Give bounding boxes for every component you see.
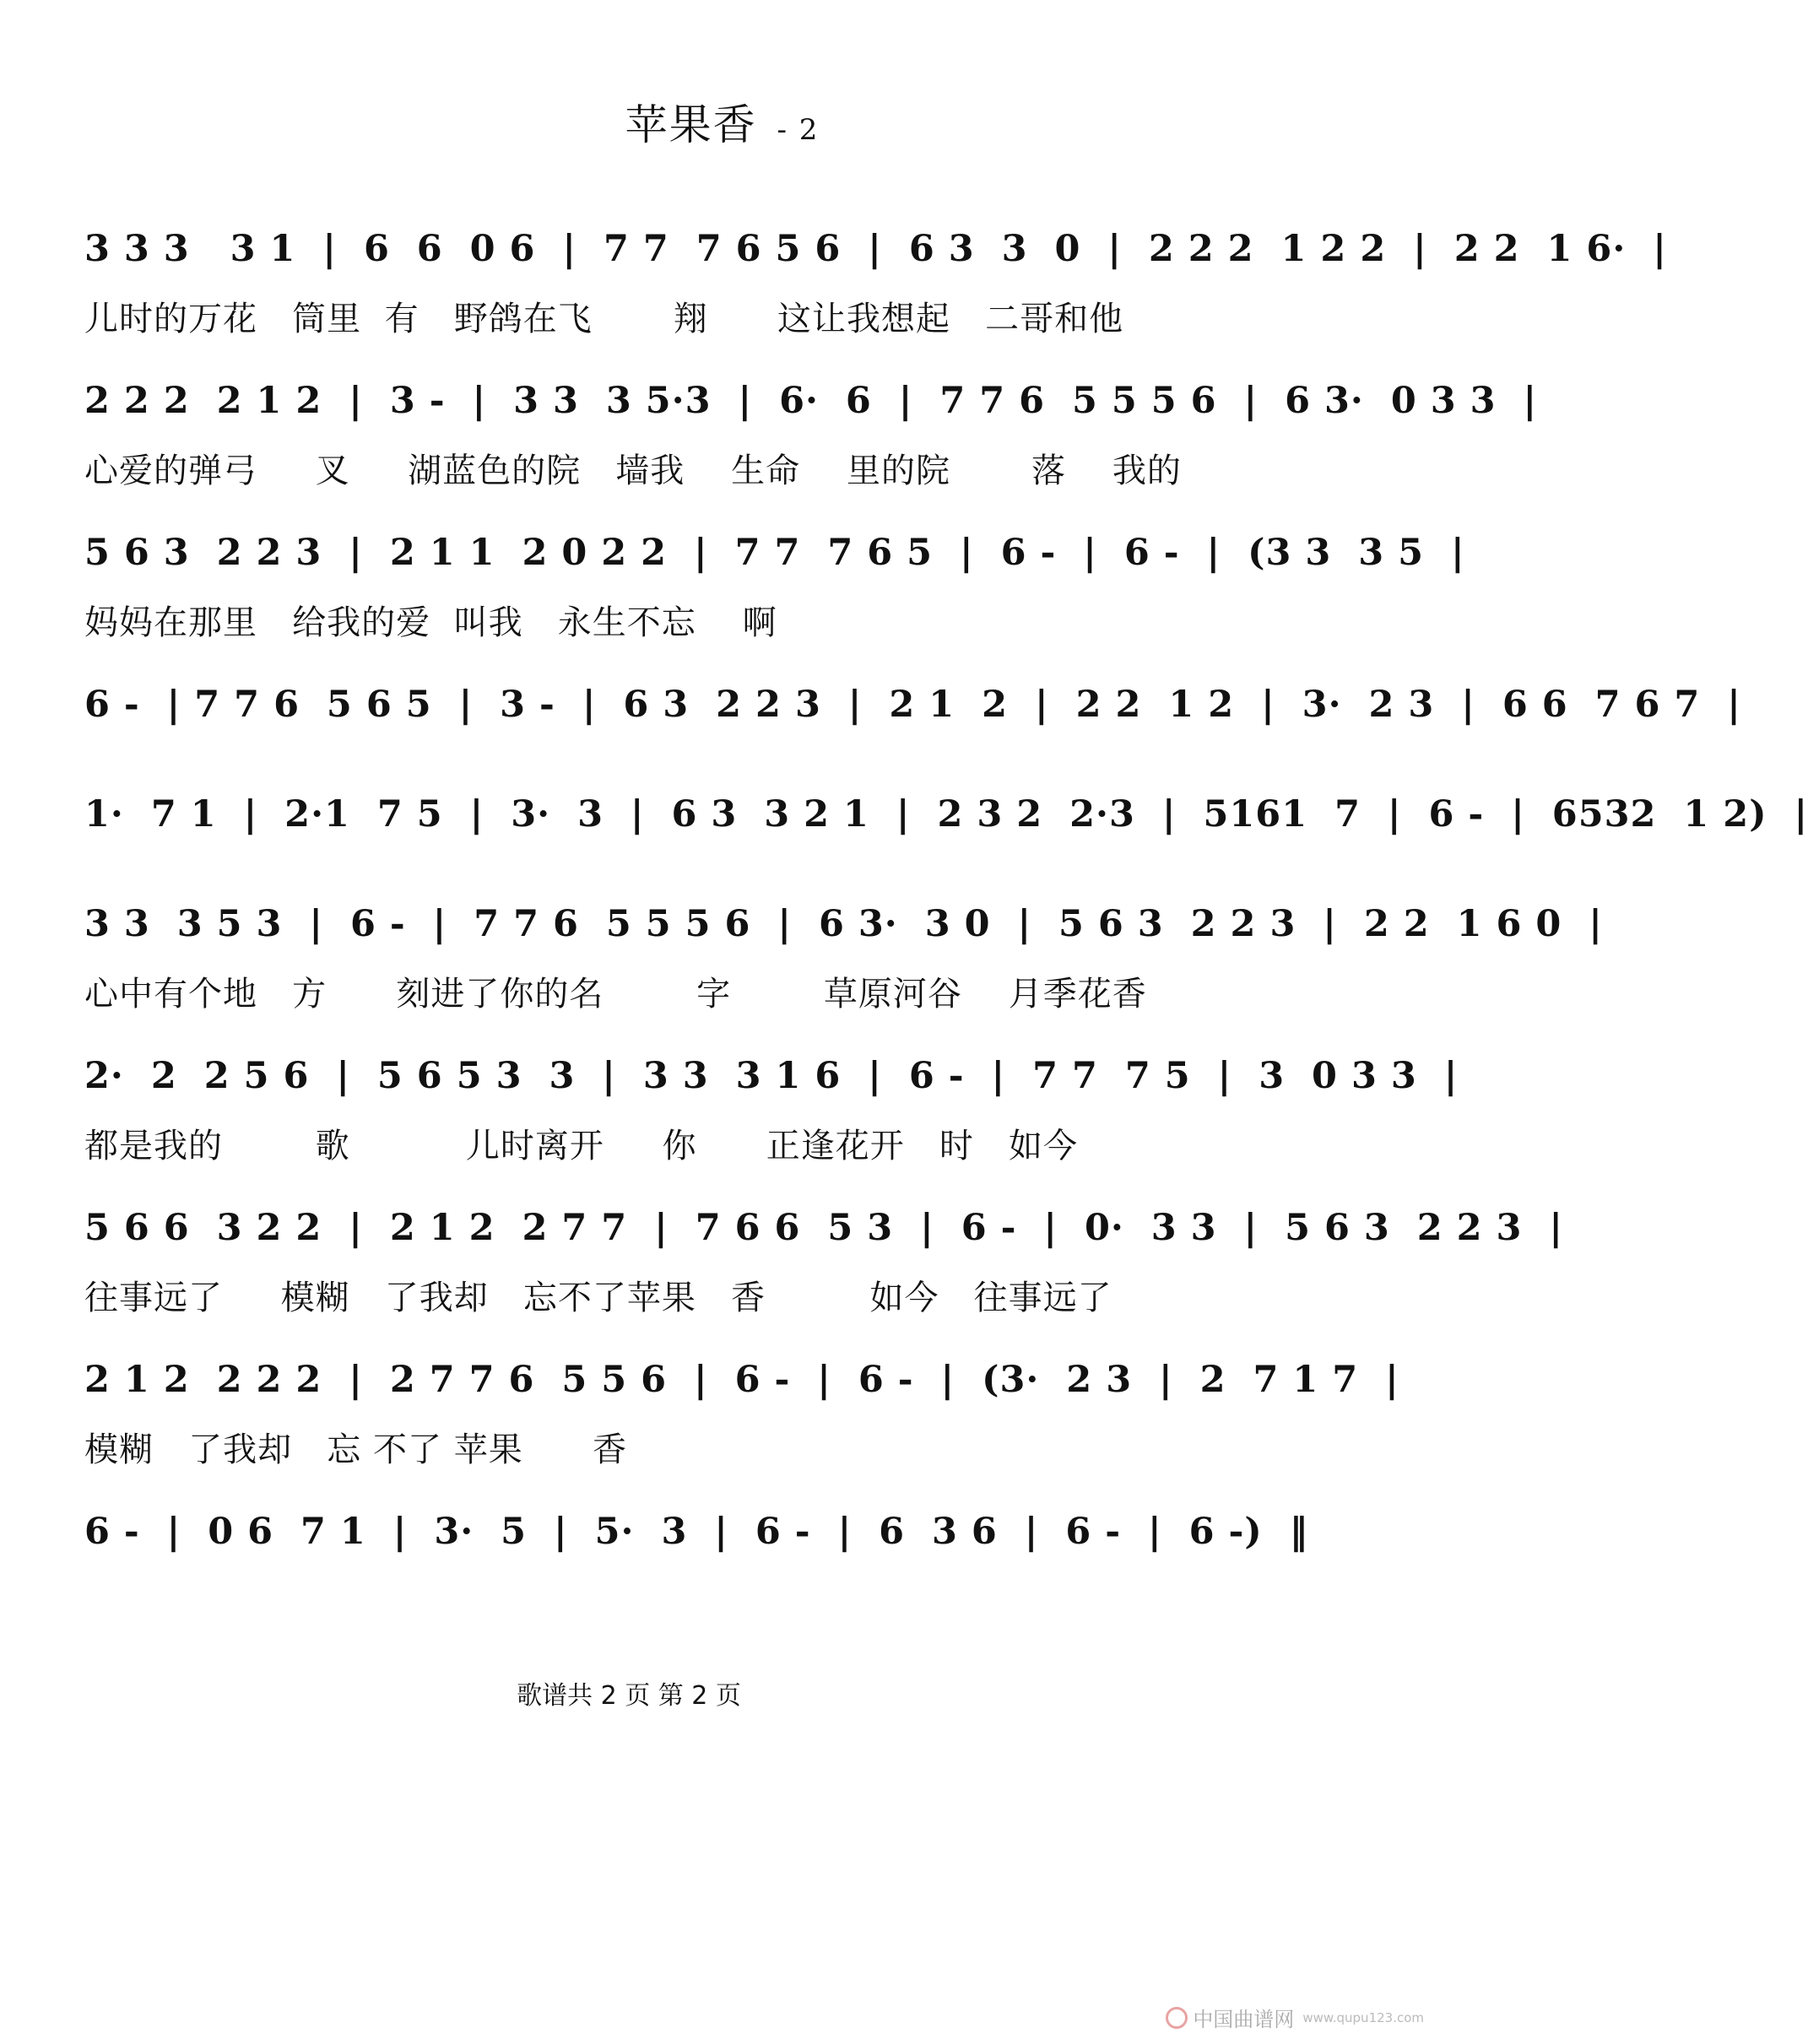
lyrics-row: 往事远了 模糊 了我却 忘不了苹果 香 如今 往事远了 (84, 1279, 1112, 1317)
notation-row: 3 3 3 3 1 | 6 6 0 6 | 7 7 7 6 5 6 | 6 3 3 0 | 2 2 2 1 2 2 | 2 2 1 6· | (84, 228, 1667, 270)
notation-row: 2· 2 2 5 6 | 5 6 5 3 3 | 3 3 3 1 6 | 6 - | 7 7 7 5 | 3 0 3 3 | (84, 1055, 1459, 1097)
page-marker: - 2 (777, 113, 820, 147)
lyrics-row: 模糊 了我却 忘 不了 苹果 香 (84, 1430, 628, 1469)
notation-row: 6 - | 7 7 6 5 6 5 | 3 - | 6 3 2 2 3 | 2 1 2 | 2 2 1 2 | 3· 2 3 | 6 6 7 6 7 | (84, 684, 1741, 726)
notation-row: 5 6 6 3 2 2 | 2 1 2 2 7 7 | 7 6 6 5 3 | 6 - | 0· 3 3 | 5 6 3 2 2 3 | (84, 1207, 1564, 1249)
notation-row: 6 - | 0 6 7 1 | 3· 5 | 5· 3 | 6 - | 6 3 6 | 6 - | 6 -) ‖ (84, 1511, 1309, 1553)
page-title (0, 91, 1444, 152)
title-text: 苹果香 (625, 100, 757, 149)
notation-row: 3 3 3 5 3 | 6 - | 7 7 6 5 5 5 6 | 6 3· 3 0 | 5 6 3 2 2 3 | 2 2 1 6 0 | (84, 903, 1603, 945)
page-footer: 歌谱共 2 页 第 2 页 (517, 1681, 741, 1711)
notation-row: 2 1 2 2 2 2 | 2 7 7 6 5 5 6 | 6 - | 6 - | (3· 2 3 | 2 7 1 7 | (84, 1359, 1399, 1401)
lyrics-row: 妈妈在那里 给我的爱 叫我 永生不忘 啊 (84, 603, 777, 642)
watermark (1166, 2003, 1424, 2032)
lyrics-row: 都是我的 歌 儿时离开 你 正逢花开 时 如今 (84, 1127, 1079, 1165)
lyrics-row: 儿时的万花 筒里 有 野鸽在飞 翔 这让我想起 二哥和他 (84, 300, 1124, 338)
notation-row: 1· 7 1 | 2·1 7 5 | 3· 3 | 6 3 3 2 1 | 2 3 2 2·3 | 5161 7 | 6 - | 6532 1 2) | (84, 793, 1808, 835)
notation-row: 5 6 3 2 2 3 | 2 1 1 2 0 2 2 | 7 7 7 6 5 | 6 - | 6 - | (3 3 3 5 | (84, 532, 1465, 574)
lyrics-row: 心爱的弹弓 叉 湖蓝色的院 墙我 生命 里的院 落 我的 (84, 452, 1182, 490)
watermark-brand: 中国曲谱网 (1193, 2008, 1295, 2031)
lyrics-row: 心中有个地 方 刻进了你的名 字 草原河谷 月季花香 (84, 975, 1147, 1014)
notation-row: 2 2 2 2 1 2 | 3 - | 3 3 3 5·3 | 6· 6 | 7 7 6 5 5 5 6 | 6 3· 0 3 3 | (84, 380, 1538, 422)
watermark-site: www.qupu123.com (1302, 2009, 1424, 2025)
qupu-logo-icon (1166, 2007, 1188, 2029)
